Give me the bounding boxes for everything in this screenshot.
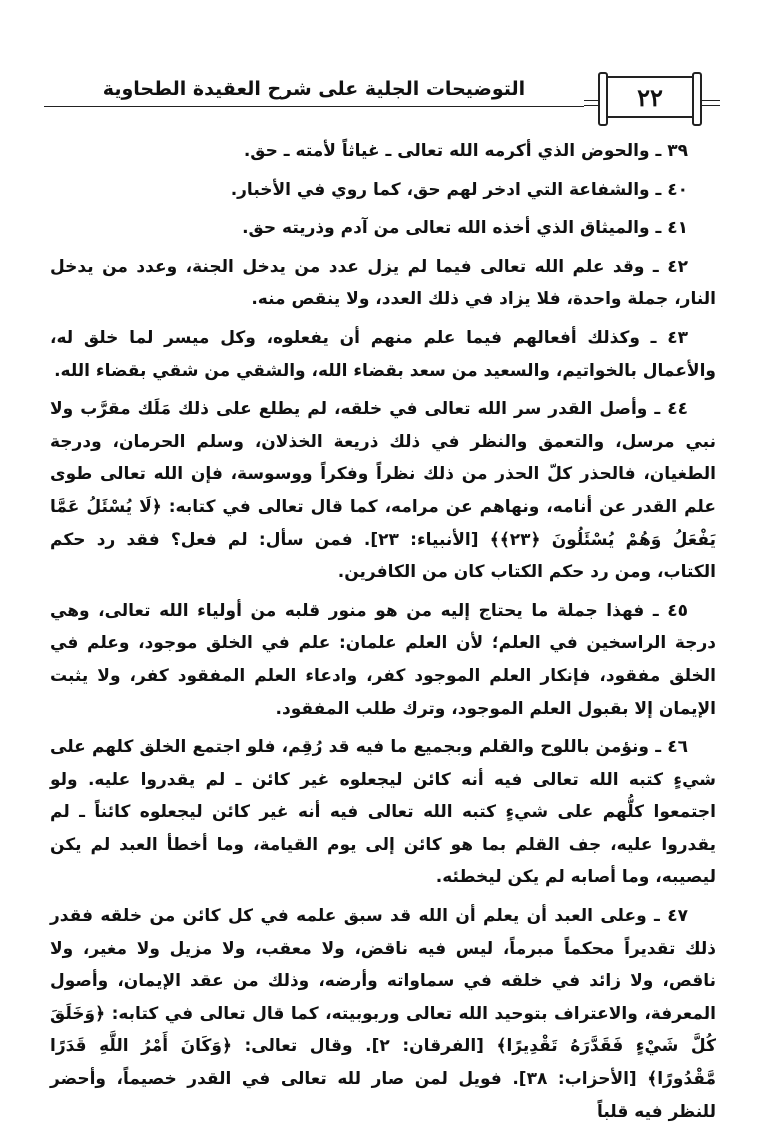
paragraph-43: ٤٣ ـ وكذلك أفعالهم فيما علم منهم أن يفعلوه، وكل ميسر لما خلق له، والأعمال بالخواتيم، والسعيد من سعد بقضاء الله، والشقي من شقي بقضاء الله.: [50, 327, 716, 381]
paragraph-40: ٤٠ ـ والشفاعة التي ادخر لهم حق، كما روي في الأخبار.: [230, 179, 688, 200]
paragraph-39: ٣٩ ـ والحوض الذي أكرمه الله تعالى ـ غياثاً لأمته ـ حق.: [243, 141, 688, 161]
running-title: التوضيحات الجلية على شرح العقيدة الطحاوية: [44, 72, 584, 107]
paragraph-44: ٤٤ ـ وأصل القدر سر الله تعالى في خلقه، لم يطلع على ذلك مَلَك مقرَّب ولا نبي مرسل، والتعمق والنظر في ذلك ذريعة الخذلان، وسلم الحرمان، ودرجة الطغيان، فالحذر كلّ الحذر من ذلك نظراً وفكراً ووسوسة، فإن الله تعالى طوى علم القدر عن أنامه، ونهاهم عن مرامه، كما قال تعالى في كتابه: ﴿لَا يُسْئَلُ عَمَّا يَفْعَلُ وَهُمْ يُسْئَلُونَ ﴿٢٣﴾﴾ [الأنبياء: ٢٣]. فمن سأل: لم فعل؟ فقد رد حكم الكتاب، ومن رد حكم الكتاب كان من الكافرين.: [50, 399, 717, 583]
page-number: ٢٢: [604, 76, 696, 118]
paragraph-47: ٤٧ ـ وعلى العبد أن يعلم أن الله قد سبق علمه في كل كائن من خلقه فقدر ذلك تقديراً محكماً مبرماً، ليس فيه ناقض، ولا معقب، ولا مزيل ولا مغير، ولا ناقص، ولا زائد في خلقه في سماواته وأرضه، وذلك من عقد الإيمان، وأصول المعرفة، والاعتراف بتوحيد الله تعالى وربوبيته، كما قال تعالى في كتابه: ﴿وَخَلَقَ كُلَّ شَيْءٍ فَقَدَّرَهُ تَقْدِيرًا﴾ [الفرقان: ٢]. وقال تعالى: ﴿وَكَانَ أَمْرُ اللَّهِ قَدَرًا مَّقْدُورًا﴾ [الأحزاب: ٣٨]. فويل لمن صار لله تعالى في القدر خصيماً، وأحضر للنظر فيه قلباً: [50, 906, 716, 1122]
paragraph-41: ٤١ ـ والميثاق الذي أخذه الله تعالى من آدم وذريته حق.: [242, 218, 688, 239]
paragraph-45: ٤٥ ـ فهذا جملة ما يحتاج إليه من هو منور قلبه من أولياء الله تعالى، وهي درجة الراسخين في العلم؛ لأن العلم علمان: علم في الخلق موجود، وعلم في الخلق مفقود، فإنكار العلم الموجود كفر، وادعاء العلم المفقود كفر، ولا يثبت الإيمان إلا بقبول العلم الموجود، وترك طلب المفقود.: [50, 600, 716, 719]
page-header: [44, 72, 720, 124]
paragraph-42: ٤٢ ـ وقد علم الله تعالى فيما لم يزل عدد من يدخل الجنة، وعدد من يدخل النار، جملة واحدة، فلا يزاد في ذلك العدد، ولا ينقص منه.: [50, 256, 716, 310]
page-body: [50, 135, 716, 1134]
paragraph-46: ٤٦ ـ ونؤمن باللوح والقلم وبجميع ما فيه قد رُقِم، فلو اجتمع الخلق كلهم على شيءٍ كتبه الله تعالى فيه أنه كائن ليجعلوه غير كائن ـ لم يقدروا عليه. ولو اجتمعوا كلُّهم على شيءٍ كتبه الله تعالى فيه أنه غير كائن ليجعلوه كائناً ـ لم يقدروا عليه، جف القلم بما هو كائن إلى يوم القيامة، وما أخطأ العبد لم يكن ليصيبه، وما أصابه لم يكن ليخطئه.: [50, 737, 716, 888]
